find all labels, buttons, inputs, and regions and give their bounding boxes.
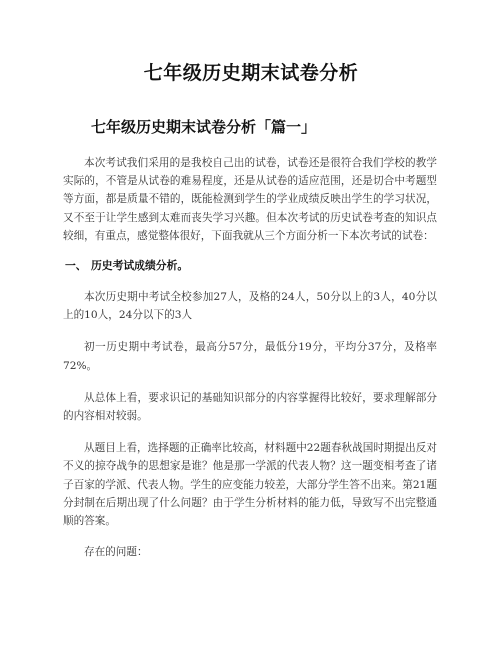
questions-paragraph: 从题目上看，选择题的正确率比较高，材料题中22题春秋战国时期提出反对不义的掠夺战争的思想家是谁？他是那一学派的代表人物？这一题变相考查了诸子百家的学派、代表人物。学生的应变能力较差，大部分学生答不出来。第21题分封制在后期出现了什么问题？由于学生分析材料的能力低，导致写不出完整通顺的答案。 [63, 442, 437, 528]
document-title: 七年级历史期末试卷分析 [143, 62, 359, 84]
stats-paragraph: 本次历史期中考试全校参加27人，及格的24人，50分以上的3人，40分以上的10人，24分以下的3人 [63, 291, 437, 322]
overall-paragraph: 从总体上看，要求识记的基础知识部分的内容掌握得比较好，要求理解部分的内容相对较弱。 [63, 391, 437, 423]
section-heading: 七年级历史期末试卷分析「篇一」 [91, 118, 317, 136]
subheading-number: 一、 [65, 259, 87, 273]
subheading-text: 历史考试成绩分析。 [91, 259, 189, 273]
intro-paragraph: 本次考试我们采用的是我校自己出的试卷，试卷还是很符合我们学校的教学实际的，不管是从试卷的难易程度，还是从试卷的适应范围，还是切合中考题型等方面，都是质量不错的，既能检测到学生的学业成绩反映出学生的学习状况，又不至于让学生感到太难而丧失学习兴趣。但本次考试的历史试卷考查的知识点较细，有重点，感觉整体很好，下面我就从三个方面分析一下本次考试的试卷： [63, 157, 437, 242]
problems-paragraph: 存在的问题： [84, 546, 148, 559]
document-body [63, 154, 437, 575]
scores-paragraph: 初一历史期中考试卷，最高分57分，最低分19分，平均分37分，及格率72%。 [63, 341, 437, 372]
subheading-score-analysis [63, 257, 437, 275]
